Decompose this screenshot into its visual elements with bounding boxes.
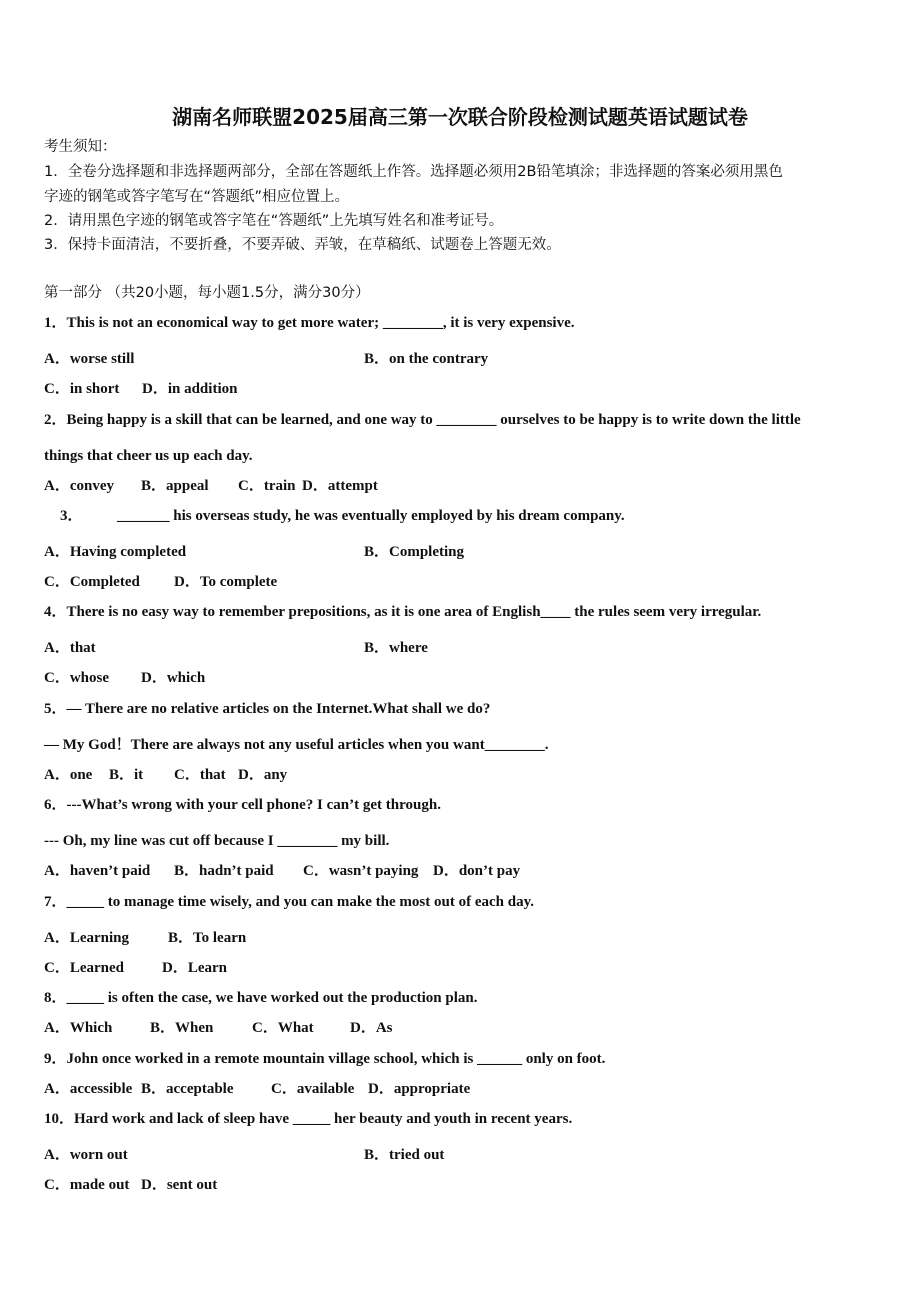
option-b: B．it — [109, 767, 144, 783]
option-a: A．haven’t paid — [44, 863, 151, 879]
question-stem: 5．— There are no relative articles on the Internet.What shall we do? — [44, 701, 491, 717]
option-d: D．don’t pay — [433, 863, 521, 879]
question-stem-continued: things that cheer us up each day. — [44, 448, 253, 464]
option-a: A．Having completed — [44, 544, 187, 560]
notice-item: 2．请用黑色字迹的钢笔或答字笔在“答题纸”上先填写姓名和准考证号。 — [44, 213, 504, 229]
question-stem: 8．_____ is often the case, we have worked out the production plan. — [44, 990, 478, 1006]
question-stem: 10．Hard work and lack of sleep have _____ her beauty and youth in recent years. — [44, 1111, 573, 1127]
option-a: A．Learning — [44, 930, 130, 946]
option-d: D．To complete — [174, 574, 278, 590]
option-b: B．Completing — [364, 544, 465, 560]
option-b: B．on the contrary — [364, 351, 489, 367]
notice-item: 1．全卷分选择题和非选择题两部分，全部在答题纸上作答。选择题必须用2B铅笔填涂；非选择题的答案必须用黑色 — [44, 164, 783, 180]
option-b: B．To learn — [168, 930, 247, 946]
option-c: C．made out — [44, 1177, 130, 1193]
option-a: A．Which — [44, 1020, 113, 1036]
option-a: A．that — [44, 640, 96, 656]
option-a: A．accessible — [44, 1081, 133, 1097]
option-c: C．wasn’t paying — [303, 863, 419, 879]
option-d: D．attempt — [302, 478, 378, 494]
option-c: C．train — [238, 478, 296, 494]
option-d: D．As — [350, 1020, 393, 1036]
question-stem: 2．Being happy is a skill that can be learned, and one way to ________ ourselves to be happy is to write down the little — [44, 412, 801, 428]
option-d: D．which — [141, 670, 206, 686]
option-d: D．sent out — [141, 1177, 218, 1193]
option-c: C．available — [271, 1081, 355, 1097]
notice-item: 3．保持卡面清洁，不要折叠，不要弄破、弄皱，在草稿纸、试题卷上答题无效。 — [44, 237, 561, 253]
question-stem: 9．John once worked in a remote mountain village school, which is ______ only on foot. — [44, 1051, 606, 1067]
option-c: C．whose — [44, 670, 110, 686]
option-a: A．worn out — [44, 1147, 128, 1163]
option-b: B．where — [364, 640, 428, 656]
option-a: A．convey — [44, 478, 114, 494]
option-b: B．tried out — [364, 1147, 445, 1163]
section-heading: 第一部分 （共20小题，每小题1.5分，满分30分） — [44, 285, 370, 301]
option-b: B．When — [150, 1020, 214, 1036]
exam-title: 湖南名师联盟2025届高三第一次联合阶段检测试题英语试题试卷 — [172, 105, 748, 129]
option-c: C．that — [174, 767, 226, 783]
question-stem: 4．There is no easy way to remember prepositions, as it is one area of English____ the rules seem very irregular. — [44, 604, 762, 620]
question-stem-continued: — My God！There are always not any useful articles when you want________. — [44, 737, 549, 753]
question-stem-continued: --- Oh, my line was cut off because I ________ my bill. — [44, 833, 390, 849]
option-d: D．in addition — [142, 381, 238, 397]
question-number: 3． — [60, 508, 83, 524]
option-d: D．Learn — [162, 960, 227, 976]
question-stem: 7．_____ to manage time wisely, and you can make the most out of each day. — [44, 894, 534, 910]
question-stem: 1．This is not an economical way to get more water; ________, it is very expensive. — [44, 315, 575, 331]
option-c: C．in short — [44, 381, 120, 397]
option-d: D．any — [238, 767, 288, 783]
option-a: A．worse still — [44, 351, 135, 367]
option-c: C．What — [252, 1020, 314, 1036]
notice-heading: 考生须知： — [44, 139, 117, 155]
option-b: B．appeal — [141, 478, 209, 494]
notice-item: 字迹的钢笔或答字笔写在“答题纸”相应位置上。 — [44, 189, 350, 205]
option-a: A．one — [44, 767, 93, 783]
option-b: B．hadn’t paid — [174, 863, 274, 879]
question-stem: _______ his overseas study, he was eventually employed by his dream company. — [117, 508, 625, 524]
question-stem: 6．---What’s wrong with your cell phone? I can’t get through. — [44, 797, 441, 813]
option-c: C．Completed — [44, 574, 140, 590]
option-c: C．Learned — [44, 960, 124, 976]
option-d: D．appropriate — [368, 1081, 471, 1097]
option-b: B．acceptable — [141, 1081, 234, 1097]
